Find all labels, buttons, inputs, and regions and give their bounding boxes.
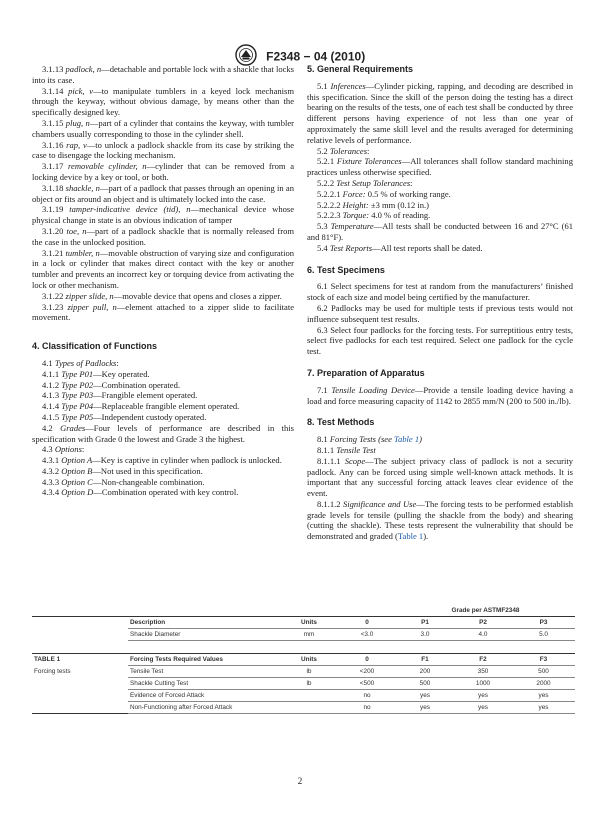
header-cell: Forcing Tests Required Values [128,654,280,666]
definition-3-1-13: 3.1.13 padlock, n—detachable and portable lock with a shackle that locks into its case. [32,64,294,85]
table-1-link[interactable]: Table 1 [397,531,424,542]
left-column [32,64,294,498]
definition-3-1-20: 3.1.20 toe, n—part of a padlock shackle that is normally released from the case in the unlocked position. [32,225,294,247]
table-cell: 200 [396,666,454,678]
definition-3-1-16: 3.1.16 rap, v—to unlock a padlock shackle from its case by striking the case to disengage the locking mechanism. [32,139,294,161]
header-cell: P1 [396,617,454,629]
table-cell: yes [396,702,454,714]
table-cell: 500 [512,666,575,678]
table-row [32,690,575,702]
table-cell: 4.0 [454,629,512,641]
table-cell: yes [396,690,454,702]
table-cell: 500 [396,678,454,690]
clause-4-1: 4.1 Types of Padlocks: [42,357,119,368]
definition-3-1-23: 3.1.23 zipper pull, n—element attached to a zipper slide to facilitate movement. [32,301,294,323]
table-cell: Shackle Cutting Test [128,678,280,690]
clause-5-2: 5.2 Tolerances: [317,145,370,156]
table-cell: yes [454,690,512,702]
right-column [307,64,573,542]
clause-4-3-2: 4.3.2 Option B—Not used in this specification. [42,465,203,476]
table-cell: Shackle Diameter [128,629,280,641]
definition-3-1-18: 3.1.18 shackle, n—part of a padlock that passes through an opening in an object or fits around an object and is ultimately locked into the case. [32,182,294,204]
table-row [32,629,575,641]
clause-5-1: 5.1 Inferences—Cylinder picking, rapping, and decoding are described in this specification. Since the skill of the person doing the testing has a direct bearing on the results of the tests, one of each test shall be conducted by three different persons having experience of not less than one year of approximately the same skill level and the results averaged for determining relative levels of performance. [307,80,573,145]
header-cell: F2 [454,654,512,666]
header-cell: Description [128,617,280,629]
header-cell: 0 [338,654,396,666]
table-cell: 350 [454,666,512,678]
definition-3-1-22: 3.1.22 zipper slide, n—movable device that opens and closes a zipper. [42,290,282,301]
table-cell: 3.0 [396,629,454,641]
table-cell: lb [280,666,338,678]
clause-6-3: 6.3 Select four padlocks for the forcing tests. For surreptitious entry tests, select five padlocks for each test required. Select one padlock for the cycle test. [307,324,573,357]
table-cell: mm [280,629,338,641]
section-heading-8: 8. Test Methods [307,417,375,428]
definition-3-1-21: 3.1.21 tumbler, n—movable obstruction of varying size and configuration in a lock or cylinder that makes direct contact with the key or another tumbler and prevents an incorrect key or torquing device from activating the lock or other mechanism. [32,247,295,290]
header-cell: F3 [512,654,575,666]
clause-5-2-1: 5.2.1 Fixture Tolerances—All tolerances shall follow standard machining practices unless otherwise specified. [307,156,573,178]
clause-4-2: 4.2 Grades—Four levels of performance are described in this specification with Grade 0 the lowest and Grade 3 the highest. [32,422,294,444]
table-cell: 5.0 [512,629,575,641]
header-cell: F1 [396,654,454,666]
table-cell: 1000 [454,678,512,690]
clause-4-1-1: 4.1.1 Type P01—Key operated. [42,368,150,379]
table-cell: yes [512,690,575,702]
header-cell: P2 [454,617,512,629]
table-cell: <500 [338,678,396,690]
table-row [32,666,575,678]
definition-3-1-14: 3.1.14 pick, v—to manipulate tumblers in a keyed lock mechanism through the keyway, without obvious damage, by means other than the specifically designed key. [32,85,294,118]
table-cell: no [338,690,396,702]
clause-4-3-3: 4.3.3 Option C—Non-changeable combination. [42,476,205,487]
clause-5-2-2-1: 5.2.2.1 Force: 0.5 % of working range. [317,188,451,199]
table-row [32,678,575,690]
clause-8-1-1-1: 8.1.1.1 Scope—The subject privacy class of padlock is not a security padlock. Any can be forced using simple well-known attack methods. It is important that any successful forcing attack leaves clear evidence of the event. [307,455,573,499]
clause-8-1: 8.1 Forcing Tests (see Table 1) [317,434,422,445]
table-cell: <200 [338,666,396,678]
section-label: Forcing tests [34,668,71,675]
header-cell: Units [280,617,338,629]
clause-5-2-2: 5.2.2 Test Setup Tolerances: [317,177,413,188]
table-header-row [32,654,575,666]
table-cell: no [338,702,396,714]
clause-4-1-2: 4.1.2 Type P02—Combination operated. [42,379,181,390]
document-designation: F2348 − 04 (2010) [266,49,366,64]
section-heading-5: 5. General Requirements [307,64,414,74]
grade-header: Grade per ASTMF2348 [396,605,575,617]
clause-4-1-3: 4.1.3 Type P03—Frangible element operated. [42,390,198,401]
table-cell: yes [454,702,512,714]
header-cell: 0 [338,617,396,629]
page-number: 2 [297,776,303,786]
section-heading-7: 7. Preparation of Apparatus [307,367,425,378]
definition-3-1-19: 3.1.19 tamper-indicative device (tid), n—mechanical device whose physical change in state is an obvious indication of tamper [32,204,294,226]
clause-4-3-1: 4.3.1 Option A—Key is captive in cylinder when padlock is unlocked. [42,455,282,466]
table-cell: Tensile Test [128,666,280,678]
table-cell [280,690,338,702]
clause-4-1-5: 4.1.5 Type P05—Independent custody operated. [42,411,207,422]
table-1-link[interactable]: Table 1 [394,434,420,445]
header-cell: P3 [512,617,575,629]
table-cell: 2000 [512,678,575,690]
clause-4-3-4: 4.3.4 Option D—Combination operated with key control. [42,487,239,498]
definition-3-1-15: 3.1.15 plug, n—part of a cylinder that contains the keyway, with tumbler chambers usually corresponding to those in the cylinder shell. [32,117,294,139]
section-heading-4: 4. Classification of Functions [32,341,158,352]
table-cell: Evidence of Forced Attack [128,690,280,702]
table-cell [280,702,338,714]
header-cell: Units [280,654,338,666]
clause-5-2-2-3: 5.2.2.3 Torque: 4.0 % of reading. [317,210,431,221]
table-cell: Non-Functioning after Forced Attack [128,702,280,714]
clause-6-1: 6.1 Select specimens for test at random from the manufacturers’ finished stock of each size and model being certified by the manufacturer. [307,281,573,303]
table-header-row [32,617,575,629]
table-row [32,702,575,714]
section-heading-6: 6. Test Specimens [307,264,385,275]
definition-3-1-17: 3.1.17 removable cylinder, n—cylinder that can be removed from a locking device by a key or tool, or both. [32,161,294,182]
table-grade-header-row [32,605,575,617]
table-cell: <3.0 [338,629,396,641]
table-label: TABLE 1 [32,654,128,666]
clause-5-2-2-2: 5.2.2.2 Height: ±3 mm (0.12 in.) [317,199,429,210]
clause-6-2: 6.2 Padlocks may be used for multiple tests if previous tests would not influence subsequent test results. [307,302,573,324]
clause-7-1: 7.1 Tensile Loading Device—Provide a tensile loading device having a load and force measuring capacity of 1142 to 2855 mm/N (200 to 500 in./lb). [307,384,573,406]
table-cell: yes [512,702,575,714]
clause-8-1-1: 8.1.1 Tensile Test [317,444,376,455]
clause-4-3: 4.3 Options: [42,444,85,455]
table-1 [32,605,575,714]
table-cell: lb [280,678,338,690]
clause-4-1-4: 4.1.4 Type P04—Replaceable frangible element operated. [42,401,240,412]
clause-5-4: 5.4 Test Reports—All test reports shall be dated. [317,242,483,253]
clause-5-3: 5.3 Temperature—All tests shall be conducted between 16 and 27°C (61 and 81°F). [307,221,573,242]
clause-8-1-1-2: 8.1.1.2 Significance and Use—The forcing tests to be performed establish grade levels for tensile (pulling the shackle from the body) and shearing (cutting the shackle). These tests represent the vulnerability that should be demonstrated and graded (Table 1). [307,498,574,542]
